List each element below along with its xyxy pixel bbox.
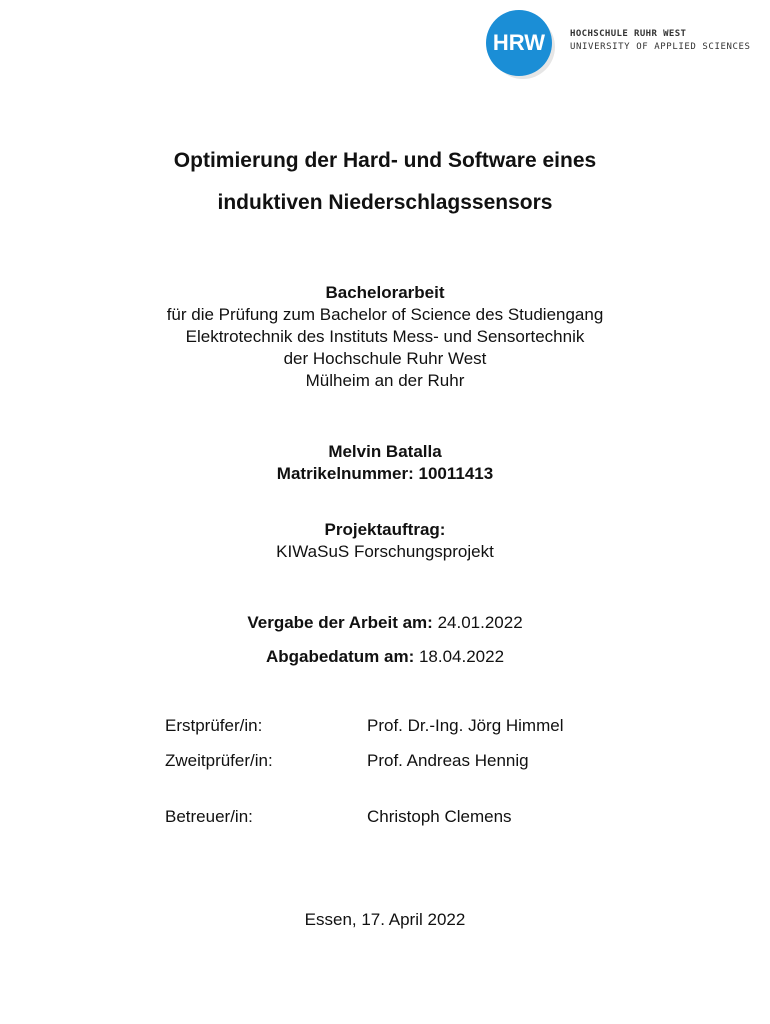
author-block xyxy=(0,441,770,485)
logo-mark: HRW xyxy=(492,30,546,55)
thesis-title-line-1: Optimierung der Hard- und Software eines xyxy=(173,149,597,172)
thesis-title-line-2: induktiven Niederschlagssensors xyxy=(217,191,553,214)
author-name: Melvin Batalla xyxy=(328,442,442,461)
logo-university-name: HOCHSCHULE RUHR WEST xyxy=(570,29,687,39)
logo-university-subtitle: UNIVERSITY OF APPLIED SCIENCES xyxy=(570,42,751,52)
assigned-date-label: Vergabe der Arbeit am: xyxy=(247,613,433,632)
thesis-description-line-2: Elektrotechnik des Instituts Mess- und Sensortechnik xyxy=(185,327,585,346)
project-name: KIWaSuS Forschungsprojekt xyxy=(276,542,494,561)
university-logo xyxy=(486,10,766,80)
hrw-logo-icon xyxy=(486,10,552,76)
second-examiner-name: Prof. Andreas Hennig xyxy=(367,751,529,770)
project-label: Projektauftrag: xyxy=(324,520,446,539)
first-examiner-label: Erstprüfer/in: xyxy=(165,716,263,735)
due-date-label: Abgabedatum am: xyxy=(265,647,415,666)
assigned-date-value: 24.01.2022 xyxy=(432,613,523,632)
matriculation-number: Matrikelnummer: 10011413 xyxy=(276,464,494,483)
thesis-description-line-4: Mülheim an der Ruhr xyxy=(305,371,465,390)
thesis-type: Bachelorarbeit xyxy=(325,283,445,302)
supervisor-label: Betreuer/in: xyxy=(165,807,253,826)
second-examiner-label: Zweitprüfer/in: xyxy=(165,751,273,770)
due-date xyxy=(0,646,770,668)
supervisor-name: Christoph Clemens xyxy=(367,807,512,826)
due-date-value: 18.04.2022 xyxy=(414,647,505,666)
project-block xyxy=(0,519,770,563)
thesis-title xyxy=(0,140,770,224)
logo-wordmark xyxy=(570,28,751,54)
assigned-date xyxy=(0,612,770,634)
thesis-description xyxy=(0,282,770,392)
thesis-description-line-3: der Hochschule Ruhr West xyxy=(283,349,487,368)
first-examiner-name: Prof. Dr.-Ing. Jörg Himmel xyxy=(367,716,564,735)
place-and-date: Essen, 17. April 2022 xyxy=(304,910,466,929)
thesis-description-line-1: für die Prüfung zum Bachelor of Science des Studiengang xyxy=(166,305,604,324)
